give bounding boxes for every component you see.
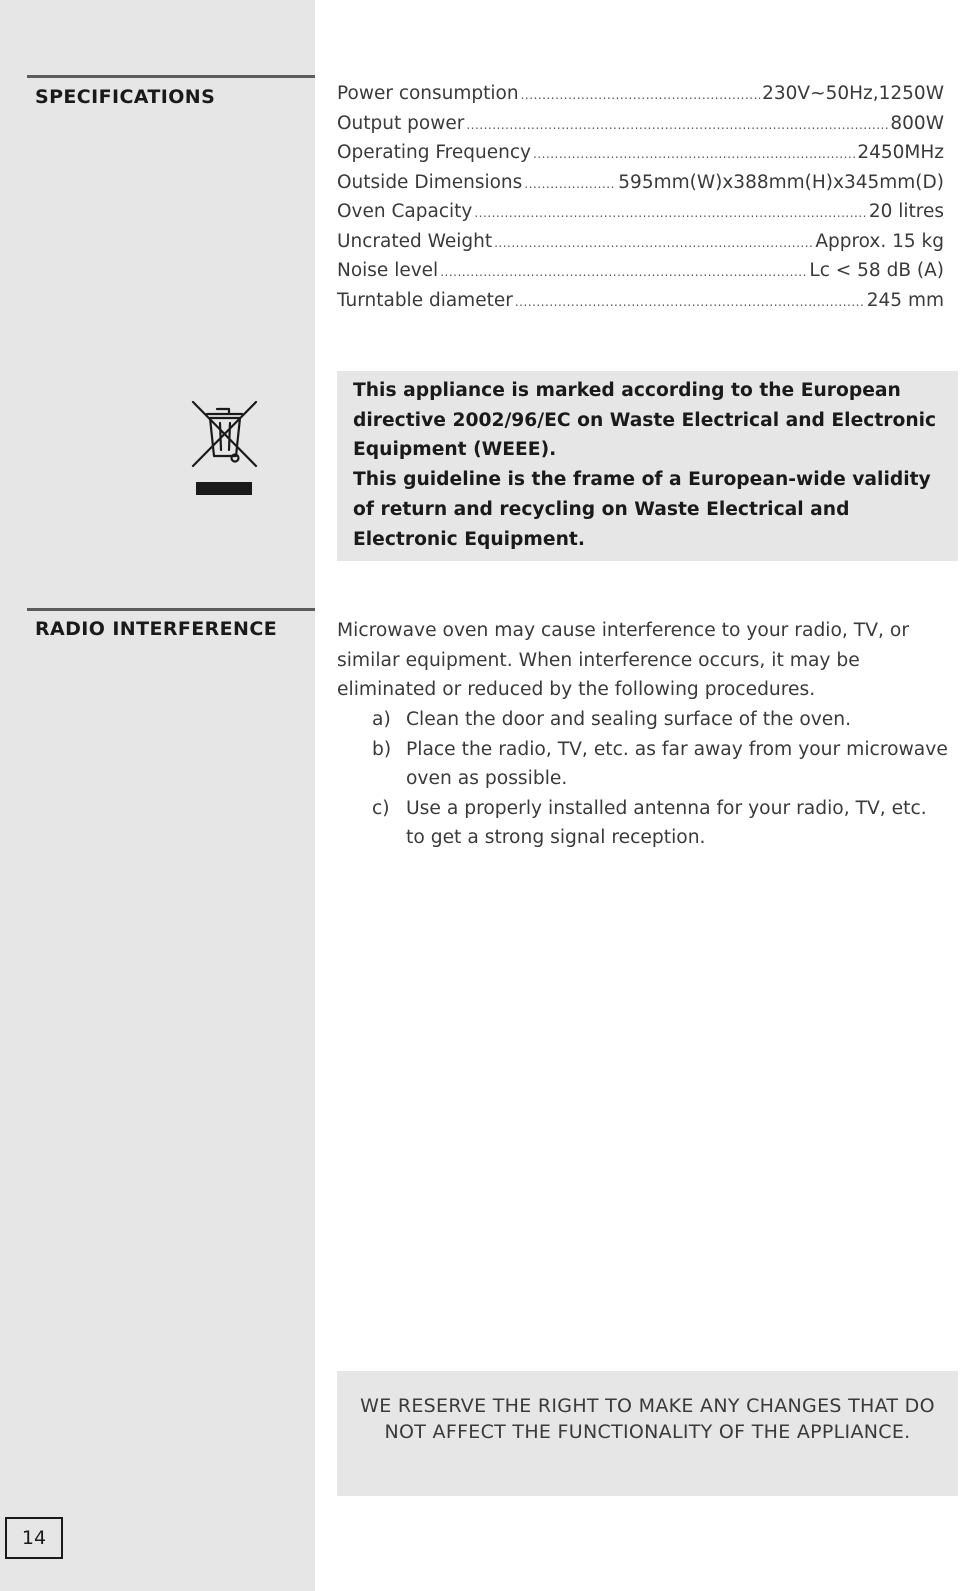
changes-notice-text: WE RESERVE THE RIGHT TO MAKE ANY CHANGES THAT DO NOT AFFECT THE FUNCTIONALITY OF THE APPLIANCE. — [360, 1395, 935, 1443]
weee-crossed-bin-icon — [190, 400, 260, 496]
spec-value: 2450MHz — [857, 142, 944, 163]
specifications-heading: SPECIFICATIONS — [35, 86, 216, 108]
spec-row-turntable-diameter — [337, 290, 944, 320]
spec-value: 595mm(W)x388mm(H)x345mm(D) — [618, 171, 944, 193]
procedure-text: Place the radio, TV, etc. as far away from your microwave oven as possible. — [406, 738, 948, 789]
specifications-list — [337, 83, 944, 319]
radio-interference-rule — [27, 608, 315, 611]
spec-label: Oven Capacity — [337, 201, 473, 222]
spec-value: 230V~50Hz,1250W — [762, 83, 944, 104]
leader-dots — [466, 118, 888, 132]
spec-row-noise-level — [337, 260, 944, 290]
leader-dots — [474, 206, 866, 220]
leader-dots — [521, 88, 761, 102]
procedure-item — [372, 735, 949, 794]
spec-row-oven-capacity — [337, 201, 944, 231]
procedure-item — [372, 794, 949, 853]
procedure-marker: a) — [372, 709, 391, 730]
spec-row-output-power — [337, 113, 944, 143]
leader-dots — [440, 265, 807, 279]
spec-label: Outside Dimensions — [337, 171, 523, 193]
specifications-rule — [27, 75, 315, 78]
leader-dots — [524, 177, 616, 191]
spec-value: 20 litres — [868, 201, 944, 222]
procedure-text: Clean the door and sealing surface of the oven. — [406, 709, 852, 730]
spec-value: Lc < 58 dB (A) — [809, 260, 944, 281]
spec-label: Output power — [337, 112, 465, 134]
spec-row-uncrated-weight — [337, 231, 944, 261]
spec-value: Approx. 15 kg — [815, 230, 944, 252]
spec-row-power-consumption — [337, 83, 944, 113]
radio-interference-heading: RADIO INTERFERENCE — [35, 618, 278, 640]
spec-label: Uncrated Weight — [337, 230, 493, 252]
procedure-item — [372, 705, 949, 735]
spec-value: 245 mm — [866, 289, 944, 311]
spec-label: Power consumption — [337, 83, 519, 104]
weee-directive-text: This appliance is marked according to the European directive 2002/96/EC on Waste Electrical and Electronic Equipment (WEEE). — [353, 380, 937, 461]
spec-row-outside-dimensions — [337, 172, 944, 202]
spec-value: 800W — [890, 112, 944, 134]
spec-label: Noise level — [337, 260, 439, 281]
spec-row-operating-frequency — [337, 142, 944, 172]
spec-label: Operating Frequency — [337, 142, 531, 163]
leader-dots — [515, 295, 865, 309]
procedure-marker: c) — [372, 797, 390, 819]
radio-interference-intro: Microwave oven may cause interference to your radio, TV, or similar equipment. When interference occurs, it may be eliminated or reduced by the following procedures. — [337, 620, 910, 700]
weee-guideline-text: This guideline is the frame of a European-wide validity of return and recycling on Waste Electrical and Electronic Equipment. — [353, 469, 931, 550]
radio-interference-procedures — [372, 705, 949, 853]
leader-dots — [533, 147, 855, 161]
page-number: 14 — [5, 1517, 63, 1559]
spec-label: Turntable diameter — [337, 289, 513, 311]
left-sidebar-band — [0, 0, 315, 1591]
weee-notice-text — [353, 376, 943, 554]
leader-dots — [494, 236, 813, 250]
procedure-marker: b) — [372, 738, 392, 760]
procedure-text: Use a properly installed antenna for your radio, TV, etc. to get a strong signal reception. — [406, 797, 927, 848]
